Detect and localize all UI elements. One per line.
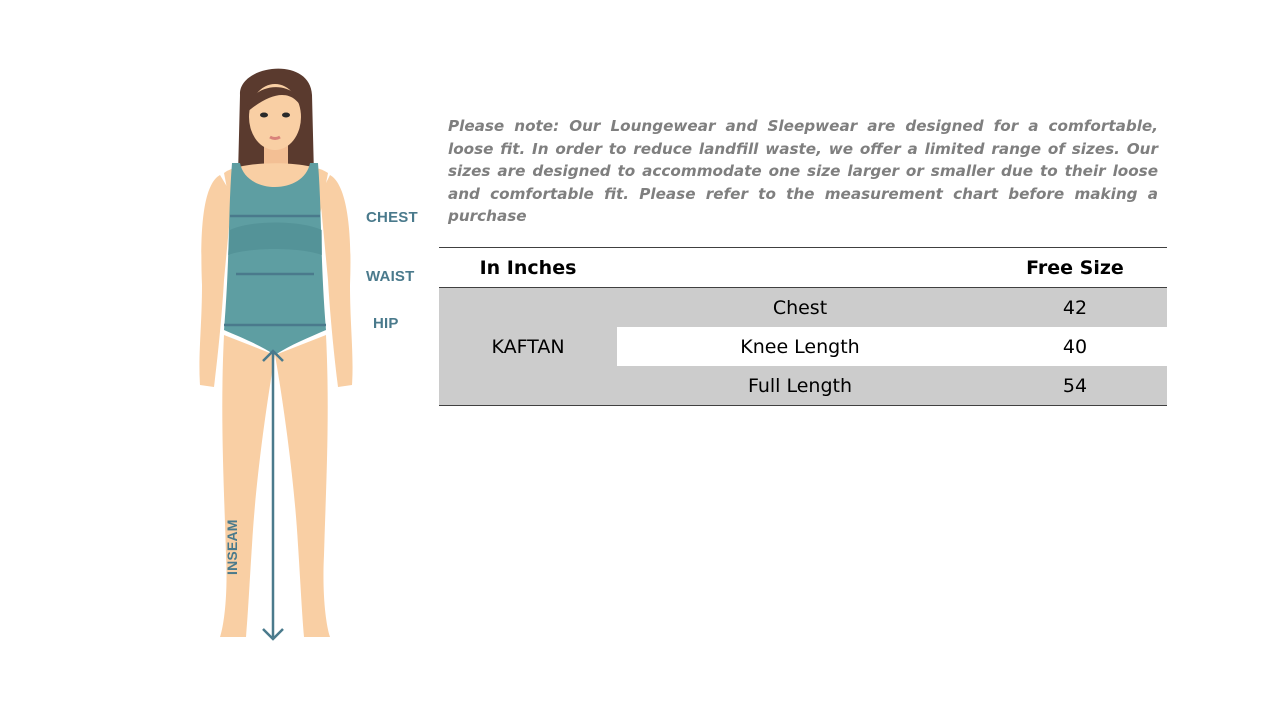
- inseam-label: INSEAM: [224, 519, 240, 575]
- chest-label: CHEST: [366, 209, 418, 226]
- measurement-cell: Knee Length: [617, 327, 983, 366]
- value-cell: 40: [983, 327, 1167, 366]
- body-illustration: [180, 55, 440, 655]
- table-row: [439, 288, 1167, 328]
- size-chart-table: [439, 247, 1167, 406]
- fit-note: Please note: Our Loungewear and Sleepwear are designed for a comfortable, loose fit. In order to reduce landfill waste, we offer a limited range of sizes. Our sizes are designed to accommodate one size larger or smaller due to their loose and comfortable fit. Please refer to the measurement chart before making a purchase: [448, 117, 1158, 225]
- value-cell: 42: [983, 288, 1167, 328]
- measurement-header: [617, 248, 983, 288]
- size-header: Free Size: [1026, 256, 1124, 279]
- right-leg: [275, 335, 330, 637]
- unit-header: In Inches: [479, 256, 577, 279]
- left-leg: [220, 335, 275, 637]
- measurement-cell: Full Length: [617, 366, 983, 406]
- table-header-row: [439, 248, 1167, 288]
- measurement-cell: Chest: [617, 288, 983, 328]
- body-figure: [180, 55, 440, 655]
- value-cell: 54: [983, 366, 1167, 406]
- hip-label: HIP: [373, 315, 399, 332]
- waist-label: WAIST: [366, 268, 415, 285]
- product-cell: KAFTAN: [439, 288, 617, 406]
